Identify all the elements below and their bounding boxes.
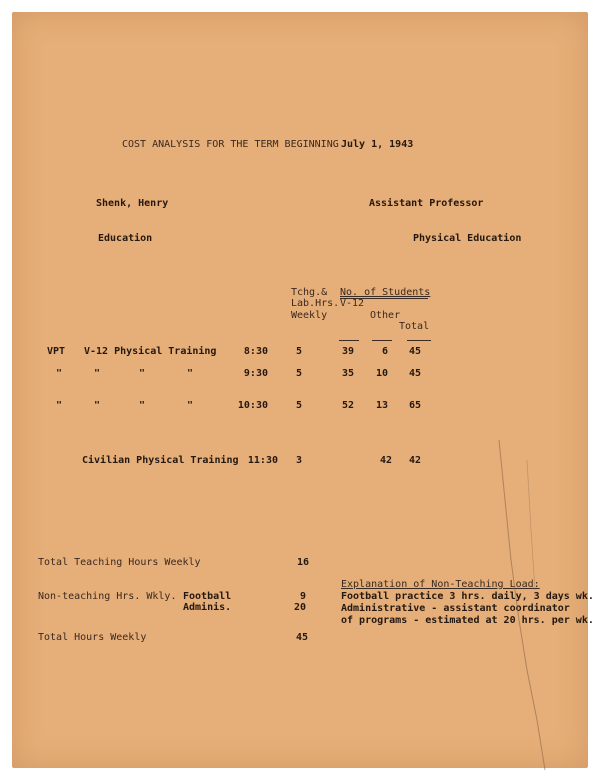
row3-ditto-2: " [94, 400, 101, 411]
row2-ditto-2: " [94, 368, 101, 379]
total-hours-label: Total Hours Weekly [38, 632, 147, 643]
v12-header: V-12 [340, 298, 365, 309]
row1-v12: 39 [341, 346, 354, 357]
term-date: July 1, 1943 [341, 139, 414, 150]
row1-other: 6 [381, 346, 388, 357]
row3-v12: 52 [341, 400, 354, 411]
total-rule [407, 340, 431, 341]
teaching-hours-label: Total Teaching Hours Weekly [38, 557, 201, 568]
other-header: Other [370, 310, 401, 321]
row1-code: VPT [47, 346, 66, 357]
row3-ditto-3: " [139, 400, 146, 411]
row3-ditto-1: " [56, 400, 63, 411]
v12-rule [339, 340, 359, 341]
document-title: COST ANALYSIS FOR THE TERM BEGINNING [122, 139, 339, 150]
row2-ditto-3: " [139, 368, 146, 379]
row3-ditto-4: " [187, 400, 194, 411]
adminis-value: 20 [293, 602, 306, 613]
row3-time: 10:30 [237, 400, 268, 411]
row3-total: 65 [408, 400, 421, 411]
total-header: Total [399, 321, 430, 332]
explanation-heading: Explanation of Non-Teaching Load: [341, 579, 540, 590]
students-header: No. of Students [340, 287, 431, 298]
football-value: 9 [299, 591, 306, 602]
hours-header-line2: Lab.Hrs. [291, 298, 340, 309]
row3-hours: 5 [296, 400, 303, 411]
row3-other: 13 [375, 400, 388, 411]
row2-v12: 35 [341, 368, 354, 379]
row1-time: 8:30 [243, 346, 268, 357]
hours-header-line3: Weekly [291, 310, 328, 321]
row4-total: 42 [408, 455, 421, 466]
department-name: Physical Education [413, 233, 522, 244]
paper-crack [497, 440, 557, 770]
football-label: Football [183, 591, 232, 602]
row4-time: 11:30 [247, 455, 278, 466]
school-name: Education [98, 233, 153, 244]
row2-total: 45 [408, 368, 421, 379]
row2-other: 10 [375, 368, 388, 379]
teaching-hours-value: 16 [297, 557, 310, 568]
hours-header-line1: Tchg.& [291, 287, 328, 298]
row1-hours: 5 [296, 346, 303, 357]
person-name: Shenk, Henry [96, 198, 169, 209]
row2-ditto-4: " [187, 368, 194, 379]
total-hours-value: 45 [296, 632, 309, 643]
person-rank: Assistant Professor [369, 198, 484, 209]
row4-other: 42 [379, 455, 392, 466]
row4-hours: 3 [296, 455, 303, 466]
nonteaching-label: Non-teaching Hrs. Wkly. [38, 591, 177, 602]
row1-course: V-12 Physical Training [84, 346, 217, 357]
explanation-line2: Administrative - assistant coordinator [341, 603, 570, 614]
explanation-line3: of programs - estimated at 20 hrs. per wk. [341, 615, 594, 626]
row4-course: Civilian Physical Training [82, 455, 239, 466]
row2-ditto-1: " [56, 368, 63, 379]
explanation-line1: Football practice 3 hrs. daily, 3 days wk. [341, 591, 594, 602]
other-rule [372, 340, 392, 341]
adminis-label: Adminis. [183, 602, 232, 613]
row1-total: 45 [408, 346, 421, 357]
row2-hours: 5 [296, 368, 303, 379]
row2-time: 9:30 [243, 368, 268, 379]
